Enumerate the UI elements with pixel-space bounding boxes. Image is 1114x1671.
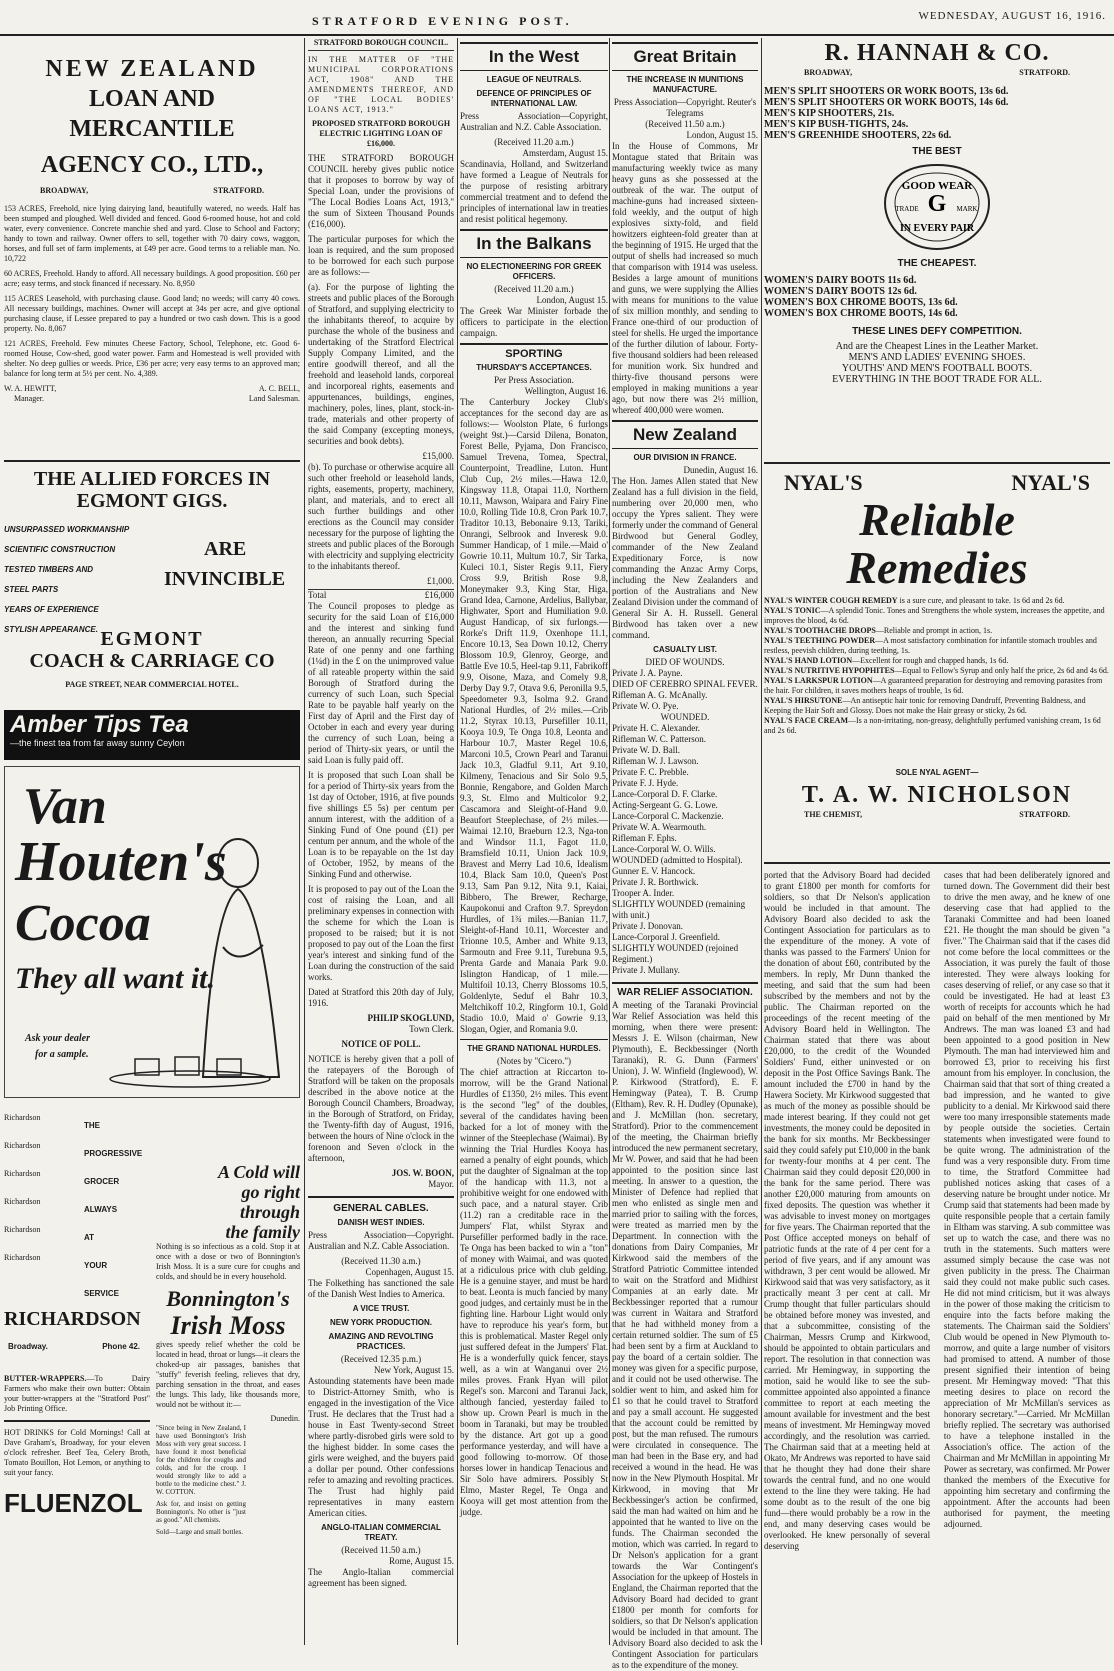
casualty-name: Rifleman W. J. Lawson.: [612, 756, 699, 766]
grand-national-byline: (Notes by "Cicero."): [496, 1056, 572, 1066]
column-advertisements-left: [4, 38, 300, 1645]
amount-b: £1,000.: [427, 576, 454, 586]
slightly-heading: SLIGHTLY WOUNDED (remaining with unit.): [612, 899, 746, 920]
seal-letter: G: [927, 191, 947, 217]
town-clerk-name: PHILIP SKOGLUND,: [367, 1013, 454, 1023]
died-of-fever: DIED OF CEREBRO SPINAL FEVER.: [612, 679, 758, 689]
allied-headline-2: EGMONT GIGS.: [76, 490, 228, 512]
bonningtons-brand: Bonnington's: [166, 1286, 290, 1311]
richardson-word: Richardson: [4, 1113, 41, 1122]
product-name: NYAL'S HAND LOTION: [764, 656, 853, 665]
product-desc: —A most satisfactory combination for infantile stomach troubles and restless, peevish children, during teething, 1s.: [764, 636, 1097, 655]
war-relief-body: A meeting of the Taranaki Provincial War Relief Association was held this morning, when there were present: Messrs J. E. Wilson (chairman, New Plymouth), E. Beckbessinger (North Taranaki), R. G. Dunn (Farmers' Union), J. W. Winfield (Inglewood), W. P. Kirkwood (Stratford), E. F. Hemingway (Patea), T. B. Crump (Eltham), Rev. R. H. Dudley (Opunake), and J. McMillan (hon. secretary, Stratford). Prior to the commencement of the meeting, the Chairman briefly introduced the new permanent secretary, Mr W. Power, and said that he had been appointed to the position since last meeting. In answer to a question, the Minister of Defence had replied that men who enlisted as single men and married prior to sailing with the forces, were treated as married men by the Department. In connection with the donations from Dairy Companies, Mr Kirkwood said the members of the Stratford Patriotic Committee intended to wait on the Stratford and Midhirst Companies at an early date. Mr Beckbessinger reported that a rumour was current in Waitara and Stratford that he had withheld money from a certain returned soldier. The sum of £5 had been sent by a firm at Auckland to pay the board of a certain soldier. The money was given for a specific purpose, and it could not be used otherwise. The soldier went to him, and asked him for £1 so that he could travel to Stratford and pay a small account. He suggested that the account could be remitted by post, but the man refused. The rumours were circulated in consequence. The man had been in the Base ery, and had received a wound in the head. He was now in the New Plymouth Hospital. Mr Kirkwood, in moving that Mr Beckbessinger's action be confirmed, said the man had waited on him and he appointed that he wanted to live on the funds. The Chairman seconded the motion, which was carried. In regard to Dr Nelson's application for a grant towards the War Contingent's Association for the upkeep of Hostels in England, the Chairman reported that the Advisory Board had decided to grant £1800 per month for comforts for soldiers, so that Dr Nelson's application would be included in that amount. The Advisory Board also decided to ask the Contingent Association for particulars as to the expenditure of the money.: [612, 1000, 758, 1670]
casualty-name: Private F. C. Prebble.: [612, 767, 689, 777]
product-desc: —Equal to Fellow's Syrup and only half the price, 2s 6d and 4s 6d.: [894, 666, 1109, 675]
allied-headline-1: THE ALLIED FORCES IN: [33, 468, 271, 490]
great-britain-sub: THE INCREASE IN MUNITIONS MANUFACTURE.: [626, 75, 744, 94]
danish-dateline: Copenhagen, August 15.: [365, 1267, 454, 1277]
testimonial-place: Dunedin.: [270, 1414, 300, 1423]
nicholson-ad: [764, 768, 1110, 858]
reliable-word: Reliable: [859, 494, 1015, 545]
womens-boot-line: WOMEN'S BOX CHROME BOOTS, 13s 6d.: [764, 297, 958, 308]
egmont-gigs-ad: [4, 468, 300, 704]
richardson-slogan: PROGRESSIVE: [84, 1149, 143, 1158]
seal-left-text: TRADE: [895, 205, 919, 213]
good-wear-trademark: [877, 159, 997, 255]
nz-loan-town: STRATFORD.: [213, 186, 264, 195]
column-war-and-sporting: [460, 38, 608, 1645]
great-britain-headline: Great Britain: [612, 42, 758, 71]
the-best: THE BEST: [912, 146, 962, 157]
casualty-name: Private J. A. Payne.: [612, 668, 683, 678]
vice-trust-sub: NEW YORK PRODUCTION.: [329, 1318, 433, 1327]
richardson-slogan: YOUR: [84, 1261, 108, 1270]
nyals-product: [764, 606, 1110, 626]
product-name: NYAL'S NUTRITIVE HYPOPHITES: [764, 666, 895, 675]
casualty-name: Private J. Mullany.: [612, 965, 680, 975]
nz-loan-address: BROADWAY,: [40, 186, 89, 195]
hannah-name: R. HANNAH & CO.: [824, 40, 1050, 66]
nz-loan-title-2: LOAN AND MERCANTILE: [69, 86, 235, 142]
nyals-product: [764, 716, 1110, 736]
cold-headline: A Cold will: [217, 1162, 300, 1182]
poll-headline: NOTICE OF POLL.: [341, 1039, 421, 1049]
richardson-word: Richardson: [4, 1225, 41, 1234]
richardson-word: Richardson: [4, 1197, 41, 1206]
council-dated: Dated at Stratford this 20th day of July, 1916.: [308, 987, 454, 1008]
total-label: Total: [308, 590, 327, 600]
testimonial: "Since being in New Zealand, I have used Bonnington's Irish Moss with very great success. I have found it most beneficial for the children for coughs and colds, and for the croup. I would strongly like to add a bottle to the medicine chest." J. W. COTTON.: [156, 1424, 246, 1496]
product-name: NYAL'S TONIC: [764, 606, 821, 615]
womens-boot-line: WOMEN'S DAIRY BOOTS 11s 6d.: [764, 275, 917, 286]
council-security: The Council proposes to pledge as security for the said Loan of £16,000 and the interest and sinking fund thereon, an annually recurring Special Rate of one penny and one farthing (1¼d) in the £ on the unimproved value of all rateable property within the said Borough of Stratford during the currency of such Loan, such Special Rate to be payable half yearly on the First day of April and the First day of October in each and every year during the currency of such Loan, being a period of Thirty-six years, or until the said Loan is fully paid off.: [308, 601, 454, 765]
richardson-phone: Phone 42.: [102, 1342, 140, 1351]
salesman-name: A. C. BELL,: [258, 384, 300, 393]
football-boots: YOUTHS' AND MEN'S FOOTBALL BOOTS.: [841, 363, 1033, 374]
casualty-name: Lance-Corporal C. Mackenzie.: [612, 811, 724, 821]
council-pay-out: It is proposed to pay out of the Loan the cost of raising the Loan, and all preliminary expenses in connection with the scheme for which the Loan is proposed to be raised; but it is not proposed to pay out of the Loan the first year's interest and sinking fund of the Loan during the construction of the said works.: [308, 884, 454, 982]
casualty-name: Private W. D. Ball.: [612, 745, 680, 755]
council-matter: IN THE MATTER OF "THE MUNICIPAL CORPORATIONS ACT, 1908" AND THE AMENDMENTS THEREOF, AND OF "THE LOCAL BODIES' LOANS ACT, 1913.": [308, 55, 454, 114]
vice-received: (Received 12.35 p.m.): [340, 1354, 422, 1364]
irish-moss-brand: Irish Moss: [170, 1311, 286, 1340]
nyals-title-right: NYAL'S: [1011, 470, 1090, 495]
product-desc: —An antiseptic hair tonic for removing Dandruff, Preventing Baldness, and Keeping the Hair Soft and Glossy. Does not make the Hair greasy or sticky, 2s 6d.: [764, 696, 1086, 715]
bottle-sizes: Sold—Large and small bottles.: [156, 1528, 243, 1536]
nicholson-town: STRATFORD.: [1019, 810, 1070, 819]
casualty-name: Lance-Corporal W. O. Wills.: [612, 844, 716, 854]
cocoa-ask-1: Ask your dealer: [25, 1033, 90, 1044]
council-intro: THE STRATFORD BOROUGH COUNCIL hereby gives public notice that it proposes to borrow by way of Special Loan, under the provisions of "The Local Bodies Loans Act, 1913," the sum of Sixteen Thousand Pounds (£16,000).: [308, 153, 454, 229]
casualty-name: Rifleman F. Ephs.: [612, 833, 677, 843]
richardson-slogan: SERVICE: [84, 1289, 119, 1298]
nyals-product: [764, 656, 1110, 666]
danish-body: The Folkething has sanctioned the sale of the Danish West Indies to America.: [308, 1278, 454, 1299]
seal-right-text: MARK: [956, 205, 978, 213]
war-relief-headline: WAR RELIEF ASSOCIATION.: [612, 982, 758, 998]
casualty-name: Private J. R. Borthwick.: [612, 877, 699, 887]
casualty-name: Lance-Corporal D. F. Clarke.: [612, 789, 718, 799]
cocoa-slogan: They all want it.: [15, 962, 216, 995]
defy-competition: THESE LINES DEFY COMPETITION.: [852, 326, 1022, 337]
listing-item: 60 ACRES, Freehold. Handy to afford. All necessary buildings. A good proposition. £60 per acre; easy terms, and stock financed if necessary. No. 8,950: [4, 269, 300, 288]
feature-text: STYLISH APPEARANCE.: [4, 625, 98, 634]
danish-headline: DANISH WEST INDIES.: [337, 1218, 425, 1227]
column-rule: [609, 38, 610, 1645]
egmont-address: PAGE STREET, NEAR COMMERCIAL HOTEL.: [65, 680, 239, 689]
column-rule: [761, 38, 762, 1645]
grand-national-headline: THE GRAND NATIONAL HURDLES.: [460, 1039, 608, 1054]
gb-dateline: London, August 15.: [686, 130, 758, 140]
everything-line: EVERYTHING IN THE BOOT TRADE FOR ALL.: [832, 374, 1042, 385]
council-term: It is proposed that such Loan shall be for a period of Thirty-six years from the 1st day of October, 1916, at five pounds five shillings £5 5s) per centum per annum interest, with the addition of a Sinking Fund of One pound (£1) per centum per annum, and the whole of the Loan is to be repayable on the 1st day of October, 1952, by means of the Sinking Fund and otherwise.: [308, 770, 454, 879]
gb-received: (Received 11.50 a.m.): [645, 119, 725, 129]
issue-date: WEDNESDAY, AUGUST 16, 1916.: [918, 10, 1106, 22]
masthead: [0, 0, 1114, 36]
feature-text: YEARS OF EXPERIENCE: [4, 605, 99, 614]
nicholson-title: THE CHEMIST,: [804, 810, 863, 819]
cocoa-ask-2: for a sample.: [35, 1049, 89, 1060]
product-name: NYAL'S LARKSPUR LOTION: [764, 676, 873, 685]
mens-boot-line: MEN'S KIP BUSH-TIGHTS, 24s.: [764, 119, 909, 130]
league-body: Scandinavia, Holland, and Switzerland have formed a League of Neutrals for the purpose of resisting arbitrary commercial treatment and to defend the principles of international law in treaties and resist political hegemony.: [460, 159, 608, 224]
bonningtons-body: gives speedy relief whether the cold be located in head, throat or lungs—it clears the choked-up air passages, banishes that "stuffy" feverish feeling, relieves that dry, parching sensation in the throat, and eases the lungs. This lady, like thousands more, would not be without it:—: [156, 1340, 300, 1409]
allied-invincible: INVINCIBLE: [164, 568, 286, 590]
league-sub: DEFENCE OF PRINCIPLES OF INTERNATIONAL LAW.: [476, 89, 592, 108]
in-the-balkans-headline: In the Balkans: [460, 229, 608, 258]
casualty-name: Private H. C. Alexander.: [612, 723, 700, 733]
league-received: (Received 11.20 a.m.): [494, 137, 574, 147]
casualty-headline: CASUALTY LIST.: [653, 645, 717, 654]
listing-item: 153 ACRES, Freehold, nice lying dairying land, beautifully watered, no weeds. Half has been stumped and ploughed. Well divided and fenced. Good 6-roomed house, hot and cold water, every convenience. Concrete manchie shed and yard. Close to School and Factory; handy to town and railway. Owner offers to sell, together with 70 dairy cows, waggon, horses, and full set of farm implements, at £49 per acre. Good terms to a reliable man. No. 10,722: [4, 204, 300, 263]
nyals-product: [764, 696, 1110, 716]
product-name: NYAL'S FACE CREAM: [764, 716, 849, 725]
womens-boot-line: WOMEN'S DAIRY BOOTS 12s 6d.: [764, 286, 917, 297]
richardson-word: Richardson: [4, 1253, 41, 1262]
rejoined-heading: SLIGHTLY WOUNDED (rejoined Regiment.): [612, 943, 739, 964]
feature-text: UNSURPASSED WORKMANSHIP: [4, 525, 130, 534]
casualty-name: Private J. Donovan.: [612, 921, 683, 931]
hot-drinks-notice: HOT DRINKS for Cold Mornings! Call at Dave Graham's, Broadway, for your eleven o'clock refresher. Beef Tea, Celery Broth, Tomato Bouillon, Hot Lemon, or anything to suit your fancy.: [4, 1428, 150, 1477]
anglo-received: (Received 11.50 a.m.): [341, 1545, 421, 1555]
casualty-name: Gunner E. V. Hancock.: [612, 866, 696, 876]
womens-boot-line: WOMEN'S BOX CHROME BOOTS, 14s 6d.: [764, 308, 958, 319]
purpose-b: (b). To purchase or otherwise acquire all such other freehold or leasehold lands, rights, easements, property, machinery, plant, and materials, and to erect all such further buildings and other erections as the Council may consider necessary for the purpose of lighting the streets and public places of the Borough with electricity and supplying electricity to the inhabitants thereof.: [308, 462, 454, 571]
product-desc: —Is a non-irritating, non-greasy, delightfully perfumed vanishing cream, 1s 6d and 2s 6d.: [764, 716, 1101, 735]
new-zealand-headline: New Zealand: [612, 420, 758, 449]
council-headline: STRATFORD BOROUGH COUNCIL.: [308, 38, 454, 51]
mens-boot-line: MEN'S SPLIT SHOOTERS OR WORK BOOTS, 13s 6d.: [764, 86, 1009, 97]
nz-loan-ad: [4, 54, 300, 454]
cold-body: Nothing is so infectious as a cold. Stop it at once with a dose or two of Bonnington's Irish Moss. It is a sure cure for coughs and colds, and should be in every household.: [156, 1242, 300, 1281]
wounded-heading: WOUNDED.: [660, 712, 710, 722]
richardson-slogan: THE: [84, 1121, 100, 1130]
danish-received: (Received 11.30 a.m.): [341, 1256, 421, 1266]
bonningtons-ad: [156, 1104, 300, 1654]
nyals-product: [764, 676, 1110, 696]
feature-text: STEEL PARTS: [4, 585, 59, 594]
league-headline: LEAGUE OF NEUTRALS.: [486, 75, 582, 84]
sporting-sub: THURSDAY'S ACCEPTANCES.: [476, 363, 592, 372]
column-rule: [457, 38, 458, 1645]
mens-boot-line: MEN'S KIP SHOOTERS, 21s.: [764, 108, 895, 119]
product-name: NYAL'S HIRSUTONE: [764, 696, 843, 705]
product-desc: —A splendid Tonic. Tones and Strengthens the whole system, increases the appetite, and improves the blood, 4s 6d.: [764, 606, 1105, 625]
seal-bottom-text: IN EVERY PAIR: [899, 223, 975, 234]
vice-body: Astounding statements have been made to District-Attorney Smith, who is engaged in the investigation of the Vice Trust. He declares that the Trust had a house in East Twenty-second Street where partly-disrobed girls were sold to the highest bidder. In some cases the girls were weighed, and the buyers paid a dollar per pound. Other confessions refer to amazing and revolting practices. The Trust had highly paid representatives in many eastern American cities.: [308, 1376, 454, 1518]
woman-illustration: [183, 827, 293, 1077]
council-proposal-title: PROPOSED STRATFORD BOROUGH ELECTRIC LIGHTING LOAN OF £16,000.: [311, 119, 451, 148]
column-news: [612, 38, 758, 1670]
butter-wrappers-title: BUTTER-WRAPPERS.: [4, 1374, 87, 1383]
casualty-name: Rifleman A. G. McAnally.: [612, 690, 708, 700]
column-advertisements-right: [764, 38, 1110, 1645]
mayor-name: JOS. W. BOON,: [391, 1168, 454, 1178]
cups-illustration: [105, 1049, 275, 1089]
anglo-italian-headline: ANGLO-ITALIAN COMMERCIAL TREATY.: [321, 1523, 441, 1542]
casualty-name: Lance-Corporal J. Greenfield.: [612, 932, 720, 942]
manager-name: W. A. HEWITT,: [4, 384, 57, 393]
product-name: NYAL'S TEETHING POWDER: [764, 636, 876, 645]
casualty-name: Acting-Sergeant G. G. Lowe.: [612, 800, 718, 810]
butter-wrappers-notice: [4, 1374, 150, 1414]
relief-continued-left: ported that the Advisory Board had decided to grant £1800 per month for comforts for soldiers, so that Dr Nelson's application would be included in that amount. The Advisory Board also decided to ask the Contingent Association for particulars as to the expenditure of the money. A vote of thanks was passed to the Farmers' Union for the donation of about £60, contributed by the members. In reply, Mr Dunn thanked the meeting, and said that the sum had been subscribed by the members and not by the public. The Chairman reported on the proceedings of the recent meeting of the Advisory Board held in Wellington. The Chairman stated that there was about £20,000, to the credit of the Wounded Soldiers' Fund, either uninvested or on deposit in the Post Office Savings Bank. The amount included the £700 in hand by the Hawera Society. Mr Kirkwood suggested that as much of the money as possible should be made interest bearing. If they could not get investments, the money could be deposited in the bank for six months. Mr Beckbessinger said they could safely put £10,000 in the bank for twenty-four months at 4 per cent. The Chairman said they could deposit £20,000 in the bank for the same period. There was another £20,000 maturing from amounts on fixed deposits. The question was whether it was advisable to invest money on mortgages for five years. The Chairman reported that the Post Office accepted moneys on behalf of patriotic funds at the rate of 4 per cent for a period of five years, and if any amount was withdrawn, 3 per cent would be allowed. Mr Kirkwood said that was very satisfactory, as it practically meant 3 per cent at call. Mr Crump thought that fuller particulars should be obtained before money was invested, and that a subcommittee, consisting of the Chairman, Messrs Crump and Kirkwood, should be appointed to obtain particulars and report. The resolution in that connection was carried. Mr Hemingway, in supporting the motion, said he would like to see the sub-committee appointed also appointed a finance committee to report at each meeting the amount available for investment and the best means of investment. Mr Hemingway moved accordingly, and the resolution was carried. The Chairman said that at a meeting held at Okato, Mr Andrews was reported to have said that he thought they had done their share towards the central fund, and no one would extend to the line they were taking. He had some doubt as to the result of the one big fund—there would probably be a row in the end, and many deserving cases would be overlooked. He knew personally of several deserving: [764, 870, 931, 1551]
nicholson-name: T. A. W. NICHOLSON: [801, 782, 1073, 808]
fluenzol-brand: FLUENZOL: [4, 1488, 143, 1518]
amber-tips-tea-ad: [4, 710, 300, 760]
cocoa-brand-3: Cocoa: [15, 895, 151, 952]
nyals-product: [764, 636, 1110, 656]
cold-headline: the family: [225, 1222, 300, 1242]
nz-loan-title-1: NEW ZEALAND: [45, 56, 259, 82]
listing-item: 121 ACRES, Freehold. Few minutes Cheese Factory, School, Telephone, etc. Good 6-roomed House, Cow-shed, good water power. Farm and Homestead is well provided with shelter. No deep gullies or weeds. Price, £36 per acre; very easy terms to an approved man; balance for long term at 5½ per cent. No. 4,389.: [4, 339, 300, 378]
product-desc: —Reliable and prompt in action, 1s.: [875, 626, 993, 635]
grand-national-body: The chief attraction at Riccarton to-morrow, will be the Grand National Hurdles of £1350, 2½ miles. This event is the second "leg" of the doubles, several of the candidates having been backed for a lot of money with the winner of the Steeplechase (Waimai). By winning the Trial Hurdles Kooya has earned a penalty of eight pounds, which put the daughter of Signalman at the top of the handicap with 11.3, not a prohibitive weight for one endowed with such pace, and a natural stayer. Crib (11.2) ran a creditable race in the Jumpers' Flat, whilst Styrax and Pursefiller performed badly in the race. Te Onga has been backed to win a "ton" of money with Waimai, and was quoted at a ridiculous price with club gelding. He is a genuine stayer, and must be hard to beat. Leonta is much fancied by many good judges, and certainly must be in the fighting line. Harbour Light would only have to reproduce his year's form, but this is problematical. Master Regel only just suffered defeat in the Jumpers' Flat. He is a wonderfully quick fencer, stays well, as a win at Wanganui over 2½ miles proves. Frank Hyan will pilot Regel's son. Marconi and Taranui Jack, although fancied, yesterday failed to show up. Crown Pearl is much in the boom in Taranaki, but may be troubled by the distance. Art got up a good performance yesterday, and will have a good following to-morrow. Of those horses lower in handicap Tenacious and Sir Solo have admirers. Possibly St Elmo, Master Regel, Te Onga and Kooya will get most attention from the judge.: [460, 1067, 608, 1517]
feature-text: SCIENTIFIC CONSTRUCTION: [4, 545, 116, 554]
balkans-sub: NO ELECTIONEERING FOR GREEK OFFICERS.: [466, 262, 602, 281]
amber-brand: Amber Tips Tea: [10, 711, 189, 738]
sporting-headline: SPORTING: [460, 343, 608, 359]
new-zealand-sub: OUR DIVISION IN FRANCE.: [633, 453, 737, 462]
egmont-company-2: COACH & CARRIAGE CO: [29, 650, 275, 672]
poll-notice: NOTICE is hereby given that a poll of the ratepayers of the Borough of Stratford will be taken on the proposals described in the above notice at the Borough Council Chambers, Broadway, in the Borough of Stratford, on Friday, the Twenty-fifth day of August, 1916, between the hours of Nine o'clock in the forenoon and Seven o'clock in the afternoon,: [308, 1054, 454, 1163]
war-relief-continued: [764, 870, 1110, 1556]
relief-continued-right: cases that had been deliberately ignored and turned down. The Government did their best to drive the men away, and he knew of one deserving case that had applied to the Taranaki Committee and had been loaned £21. He thought the man should be given "a fiver." The Chairman said that if the cases did not come before the local committees or the Association, it was purely the fault of those interested. They were always looking for cases deserving of relief, or any case so that it could be investigated. He had at least £3 worth of receipts for accounts which he had paid on behalf of the men mentioned by Mr Andrews. The man was loaned £3 and had been appointed to a good position in New Plymouth. The man had interviewed him and borrowed £3, prior to receiving his first amount from his employer. In conclusion, the Chairman said that that sort of thing created a bad impression, and he wanted to give publicity to a denial. Mr Kirkwood said there were too many irresponsible statements made by people outside the societies. Certain statements when investigated were found to be quite wrong. The administration of the fund was a very responsible duty. From time to time, the Stratford Committee had published notices asking that cases of a deserving nature be brought under notice. Mr Crump said that statements had been made by quite responsible people that a certain family in Eltham was starving. A sub committee was set up to watch the case, and there was no truth in the statements. Such matters were assumed simply because the case was not given publicity in the press. The Chairman said they could not make public such cases. He did not mind criticism, but it was always in the power of those making the criticism to enquire into the facts before making the statements. The Chairman said the Soldiers' Club would be opened in New Plymouth to-morrow, and quite a large number of visitors had promised to attend. A number of those present signified their intention of being present. Mr Hemingway moved: "That this meeting desires to place on record the appreciation of Mr McMillan's services as honorary secretary."—Carried. Mr McMillan briefly replied. The secretary was authorised to have a telephone installed in the Association's office. The action of the Chairman and Mr McMillan in appointing Mr Power as secretary, was confirmed. Mr Power thanked the members of the Executive for appointing him secretary and confirming the appointment. After the accounts had been authorised for payment, the meeting adjourned.: [943, 870, 1110, 1529]
sporting-byline: Per Press Association.: [494, 375, 574, 385]
gb-byline: Press Association—Copyright. Reuter's Telegrams: [613, 97, 757, 118]
column-council-notices: [308, 38, 454, 1645]
casualty-name: Private F. J. Hyde.: [612, 778, 679, 788]
richardson-name: RICHARDSON: [4, 1308, 141, 1330]
cold-headline: through: [239, 1202, 300, 1222]
richardson-word: Richardson: [4, 1141, 41, 1150]
cocoa-brand-2: Houten's: [15, 831, 227, 893]
died-of-wounds: DIED OF WOUNDS.: [645, 657, 725, 667]
vice-dateline: New York, August 15.: [373, 1365, 454, 1375]
mens-boot-line: MEN'S GREENHIDE SHOOTERS, 22s 6d.: [764, 130, 952, 141]
nz-dateline: Dunedin, August 16.: [683, 465, 758, 475]
balkans-received: (Received 11.20 a.m.): [494, 284, 574, 294]
richardson-ad: [4, 1104, 150, 1374]
richardson-slogan: ALWAYS: [84, 1205, 118, 1214]
nyals-product: [764, 666, 1110, 676]
hannah-address: BROADWAY,: [804, 68, 853, 77]
casualty-name: Rifleman W. C. Patterson.: [612, 734, 706, 744]
richardson-word: Richardson: [4, 1169, 41, 1178]
nyals-product: [764, 626, 1110, 636]
mens-boot-line: MEN'S SPLIT SHOOTERS OR WORK BOOTS, 14s 6d.: [764, 97, 1009, 108]
admitted-heading: WOUNDED (admitted to Hospital).: [612, 855, 743, 865]
mayor-title: Mayor.: [428, 1179, 454, 1189]
manager-title: Manager.: [14, 394, 44, 403]
sole-agent: SOLE NYAL AGENT—: [895, 768, 979, 777]
balkans-body: The Greek War Minister forbade the officers to participate in the election campaign.: [460, 306, 608, 338]
butter-wrappers-body: —To Dairy Farmers who make their own butter: Obtain your butter-wrappers at the "Stratford Post" Job Printing Office.: [4, 1374, 150, 1413]
gb-body: In the House of Commons, Mr Montague stated that Britain was manufacturing weekly twice as many heavy guns as she possessed at the outbreak of the war. The output of machine-guns had increased sixteen-fold weekly, and the output of high explosives sixty-fold, and field howitzers eighteen-fold greater than at the beginning of 1915. He urged that the output of shells had increased so much that comparison with 1914 was useless. Besides a large amount of munitions and guns, we were supplying the Allies with means for munitions to the value of six million monthly, and sending to France one-third of our production of steel for shells. He urged the importance of the further dilution of labour. Forty-five thousand soldiers had been released for munition work. Six hundred and thirty-five thousand persons were employed in making munitions a year ago, but now there was 2½ million, whereof 400,000 were women.: [612, 141, 758, 415]
purpose-a: (a). For the purpose of lighting the streets and public places of the Borough of Stratford, and supplying electricity to the inhabitants thereof, to acquire by purchase the whole of the business and undertaking of the Stratford Electrical Supply Company Limited, and the entire goodwill thereof, and all the freehold and leasehold lands, corporeal and incorporeal rights, easements and appurtenances, buildings, engines, machinery, poles, lines, plant, stock-in-trade, materials and other property of the said Company (excepting moneys, securities and book debts).: [308, 282, 454, 446]
sporting-body: The Canterbury Jockey Club's acceptances for the second day are as follows:— Woolston Plate, 6 furlongs (weight 9st.)—Carsid Dilena, Bonaton, Forest Belle, Pyjama, Don Francisco, Samuel Trevena, Tomea, Spectral, Counterpoint, Treadline, Luton. Hunt Club Cup, 2½ miles.—Hawa 12.0, Kingsway 11.8, Otapai 11.0, Northern 10.11, Mawson, Waipara and Fairy Fine 10.0, Rolling Tide 10.8, Cron Park 10.7, Traditor 10.13, Bebonaire 9.13, Tariki, Onrangi, Selbrook and Inveresk 9.0. Summer Handicap, of 1 mile.—Maid o' Gowrie 10.11, Multum 10.7, Sir Tarka, Kuleci 10.1, Sister Regis 9.11, Fiery Cross 9.9, British Rose 9.8, Moneymaker 9.3, King Star, Higa, Grand Idea, Carnone, Ardelius, Ballybar, Highwater, Sport and Humiliation 9.0. August Handicap, of six furlongs.—Rorke's Drift 11.9, Oxenhope 11.1, Encore 10.13, Sea Down 10.12, Cherry Blossom 10.9, Glenroy, George, and Battle Eve 10.5, Heel-tap 9.11, Fabrikoff 9.9, Oisone, Maza, and Comely 9.8, Derby Day 9.7, Otava 9.6, Peronilla 9.5, Speedometer 9.3, Isolma 9.2. Grand National Hurdles, of 2½ miles.—Crib 11.2, Styrax 10.13, Pursefiller 10.11, Kooya 10.9, Te Onga 10.8, Leonta and Harbour 10.7, Master Regel 10.6, Marconi 10.5, Crown Pearl and Taranui Jack 10.3, Gladful 9.11, Art 9.10, Kilmeny, Tenacious and Sir Solo 9.5, Bonnie, Rengabore, and Golden March 9.3, St. Elmo and Multicolor 9.2, Cascamora and Sleight-of-Hand 9.0. Beaufort Steeplechase, of 2½ miles.—Waimai 12.10, Braeburn 12.3, Nga-ton and Windsor 11.1, Fagot 11.0, Bramsfield 10.11, Union Jack 10.9, Bravest and Merry Lad 10.6, Idealism 10.4, Black Sam 10.0, Queen's Post 9.13, Sam Pan 9.12, Nita 9.1, Kaiai, Bibbero, The Brewer, Recharge, Kaupokonui and Crafton 9.7. Spreydon Hurdles, of 1¾ miles.—Banian 11.7, Sleight-of-Hand 10.11, Worcester and Trionne 10.5, Amber and White 9.13, Sarmoutn and Free 9.11, Turebuna 9.5, Prenta Garde and Manaia Park 9.0. Islington Handicap, of 1 mile.—Multifoil 10.13, Cherry Blossoms 10.5, Goldenlyte, Seduf el Bahr 10.3, Meltchikoff 10.2, Ringform 10.1, Gold Stadio 10.0, Maid o' Gowrie 9.13, Slogan, Ogier, and Romania 9.0.: [460, 397, 608, 1034]
league-byline: Press Association—Copyright, Australian and N.Z. Cable Association.: [460, 111, 608, 132]
allied-are: ARE: [204, 538, 247, 560]
evening-shoes: MEN'S AND LADIES' EVENING SHOES.: [848, 352, 1026, 363]
league-dateline: Amsterdam, August 15.: [522, 148, 608, 158]
salesman-title: Land Salesman.: [248, 394, 300, 403]
seal-top-text: GOOD WEAR: [901, 180, 973, 192]
balkans-dateline: London, August 15.: [536, 295, 608, 305]
town-clerk-title: Town Clerk.: [409, 1024, 454, 1034]
vice-trust-headline: A VICE TRUST.: [352, 1304, 410, 1313]
product-desc: —A guaranteed preparation for destroying and removing parasites from the hair. For children, it saves mothers heaps of trouble, 1s 6d.: [764, 676, 1103, 695]
total-amount: £16,000: [424, 590, 454, 600]
product-name: NYAL'S WINTER COUGH REMEDY: [764, 596, 898, 605]
richardson-slogan: AT: [84, 1233, 95, 1242]
the-cheapest: THE CHEAPEST.: [897, 258, 977, 269]
casualty-name: Private W. A. Wearmouth.: [612, 822, 707, 832]
cheapest-lines: And are the Cheapest Lines in the Leather Market.: [835, 341, 1039, 352]
remedies-word: Remedies: [846, 542, 1028, 593]
sporting-dateline: Wellington, August 16.: [524, 386, 608, 396]
hannah-ad: [764, 38, 1110, 456]
casualty-name: Private W. O. Pye.: [612, 701, 679, 711]
feature-text: TESTED TIMBERS AND: [4, 565, 94, 574]
newspaper-title: STRATFORD EVENING POST.: [312, 14, 573, 28]
vice-trust-sub-2: AMAZING AND REVOLTING PRACTICES.: [328, 1332, 434, 1351]
nyals-title-left: NYAL'S: [784, 470, 863, 495]
listing-item: 115 ACRES Leasehold, with purchasing clause. Good land; no weeds; will carry 40 cows. All necessary buildings, machines. Owner will accept at 34s per acre, and give optional purchasing clause, if Lessee prepared to pay a hundred or two cash down. This is a good property. No. 8,067: [4, 294, 300, 333]
nyals-remedies-ad: [764, 470, 1110, 760]
richardson-address: Broadway.: [8, 1342, 48, 1351]
cold-headline: go right: [241, 1182, 300, 1202]
richardson-slogan: GROCER: [84, 1177, 120, 1186]
casualty-name: Trooper A. Inder.: [612, 888, 675, 898]
anglo-body: The Anglo-Italian commercial agreement has been signed.: [308, 1567, 454, 1588]
danish-byline: Press Association—Copyright. Australian and N.Z. Cable Association.: [308, 1230, 454, 1251]
column-rule: [304, 38, 305, 1645]
general-cables-headline: GENERAL CABLES.: [333, 1203, 429, 1214]
amber-tagline: —the finest tea from far away sunny Ceylon: [10, 738, 185, 748]
anglo-dateline: Rome, August 15.: [388, 1556, 454, 1566]
nz-loan-title-3: AGENCY CO., LTD.,: [40, 152, 264, 178]
hannah-town: STRATFORD.: [1019, 68, 1070, 77]
cocoa-brand-1: Van: [23, 778, 107, 835]
ask-text: Ask for, and insist on getting Bonnington's. No other is "just as good." All chemists.: [156, 1500, 246, 1524]
council-purposes: The particular purposes for which the loan is required, and the sum proposed to be borrowed for each such purpose are as follows:—: [308, 234, 454, 277]
van-houtens-cocoa-ad: [4, 766, 300, 1098]
product-name: NYAL'S TOOTHACHE DROPS: [764, 626, 876, 635]
nyals-product: [764, 596, 1110, 606]
product-desc: is a sure cure, and pleasant to take. 1s 6d and 2s 6d.: [899, 596, 1065, 605]
in-the-west-headline: In the West: [460, 42, 608, 71]
amount-a: £15,000.: [422, 451, 454, 461]
egmont-company-1: EGMONT: [100, 628, 204, 650]
nz-body: The Hon. James Allen stated that New Zealand has a full division in the field, numbering over 20,000 men, who occupy the Ypres salient. They were formerly under the command of General Birdwood but General Godley, commander of the New Zealand Expeditionary Force, is now commanding the Anzac Army Corps, including the New Zealanders and portion of the Australians and New Zealand Division under the command of General Sir A. H. Russell. General Birdwood has taken over a new command.: [612, 476, 758, 640]
product-desc: —Excellent for rough and chapped hands, 1s 6d.: [852, 656, 1009, 665]
